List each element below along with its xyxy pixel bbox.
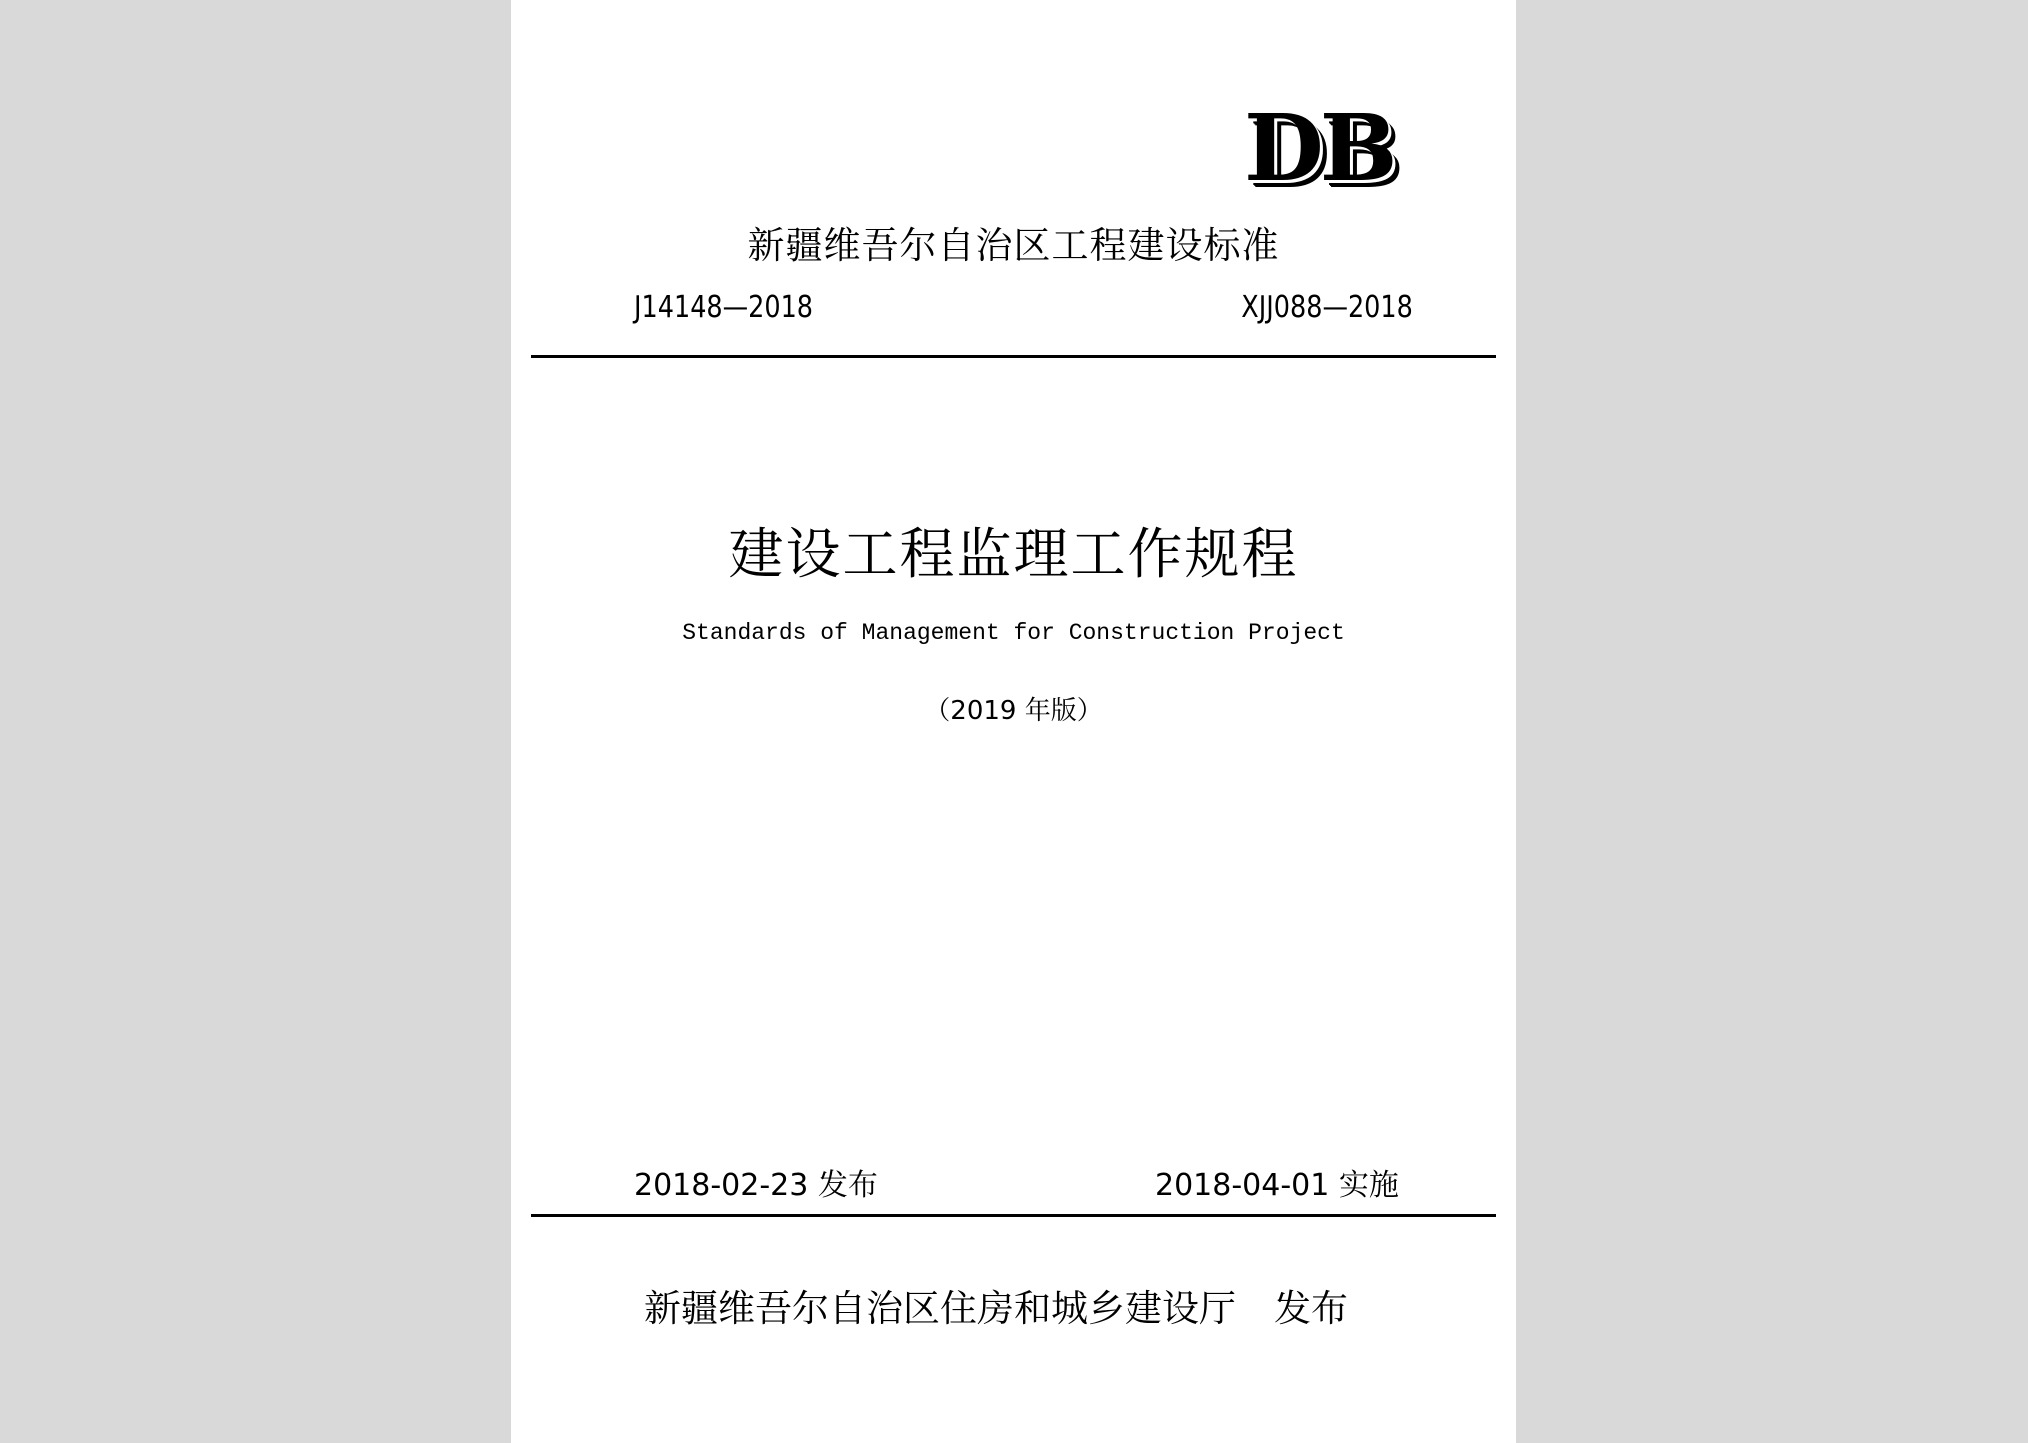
- edition-label: （2019 年版）: [924, 696, 1103, 726]
- issue-date: 2018-02-23 发布: [634, 1168, 878, 1203]
- effective-date: 2018-04-01 实施: [1155, 1168, 1399, 1203]
- english-title: Standards of Management for Construction Project: [682, 620, 1345, 646]
- db-logo: DB: [1244, 94, 1394, 202]
- document-title: 建设工程监理工作规程: [728, 522, 1299, 586]
- publisher-name: 新疆维吾尔自治区住房和城乡建设厅: [644, 1287, 1236, 1330]
- bottom-divider: [531, 1214, 1496, 1217]
- series-title: 新疆维吾尔自治区工程建设标准: [747, 224, 1280, 267]
- publisher-line: [644, 1278, 1348, 1332]
- top-divider: [531, 355, 1496, 358]
- record-number: J14148—2018: [634, 290, 814, 325]
- publisher-suffix: 发布: [1274, 1287, 1348, 1330]
- document-page: [511, 0, 1516, 1443]
- standard-number: XJJ088—2018: [1241, 290, 1413, 325]
